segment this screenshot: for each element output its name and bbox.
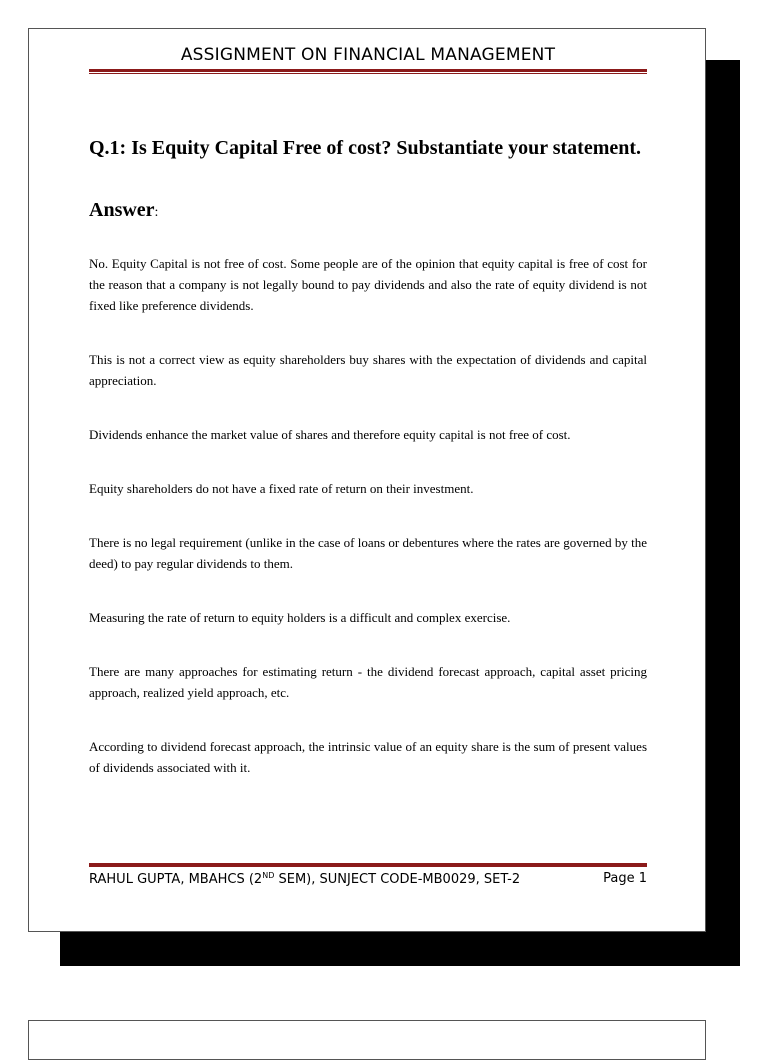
page-number: Page 1	[603, 871, 647, 886]
next-page-edge	[28, 1020, 706, 1060]
paragraph-8: According to dividend forecast approach, the intrinsic value of an equity share is the sum of present values of dividends associated with it.	[89, 739, 647, 775]
answer-heading	[89, 197, 647, 226]
paragraph-1: No. Equity Capital is not free of cost. Some people are of the opinion that equity capital is free of cost for the reason that a company is not legally bound to pay dividends and also the rate of equity dividend is not fixed like preference dividends.	[89, 256, 647, 313]
paragraph-3: Dividends enhance the market value of shares and therefore equity capital is not free of cost.	[89, 427, 571, 442]
header-title: ASSIGNMENT ON FINANCIAL MANAGEMENT	[180, 45, 556, 65]
footer-author: RAHUL GUPTA, MBAHCS (2ND SEM), SUNJECT CODE-MB0029, SET-2	[89, 871, 521, 887]
paragraph-6: Measuring the rate of return to equity holders is a difficult and complex exercise.	[89, 610, 511, 625]
answer-label: Answer	[89, 199, 155, 221]
footer-rule	[89, 862, 647, 867]
answer-colon: :	[154, 205, 159, 220]
paragraph-5: There is no legal requirement (unlike in the case of loans or debentures where the rates are governed by the deed) to pay regular dividends to them.	[89, 535, 647, 571]
paragraph-2: This is not a correct view as equity shareholders buy shares with the expectation of dividends and capital appreciation.	[89, 352, 647, 388]
header-rule	[89, 69, 647, 74]
paragraph-4: Equity shareholders do not have a fixed rate of return on their investment.	[89, 481, 474, 496]
document-page	[28, 28, 706, 932]
page-content	[89, 133, 647, 778]
paragraph-7: There are many approaches for estimating return - the dividend forecast approach, capital asset pricing approach, realized yield approach, etc.	[89, 664, 647, 700]
question-heading: Q.1: Is Equity Capital Free of cost? Substantiate your statement.	[89, 137, 642, 159]
